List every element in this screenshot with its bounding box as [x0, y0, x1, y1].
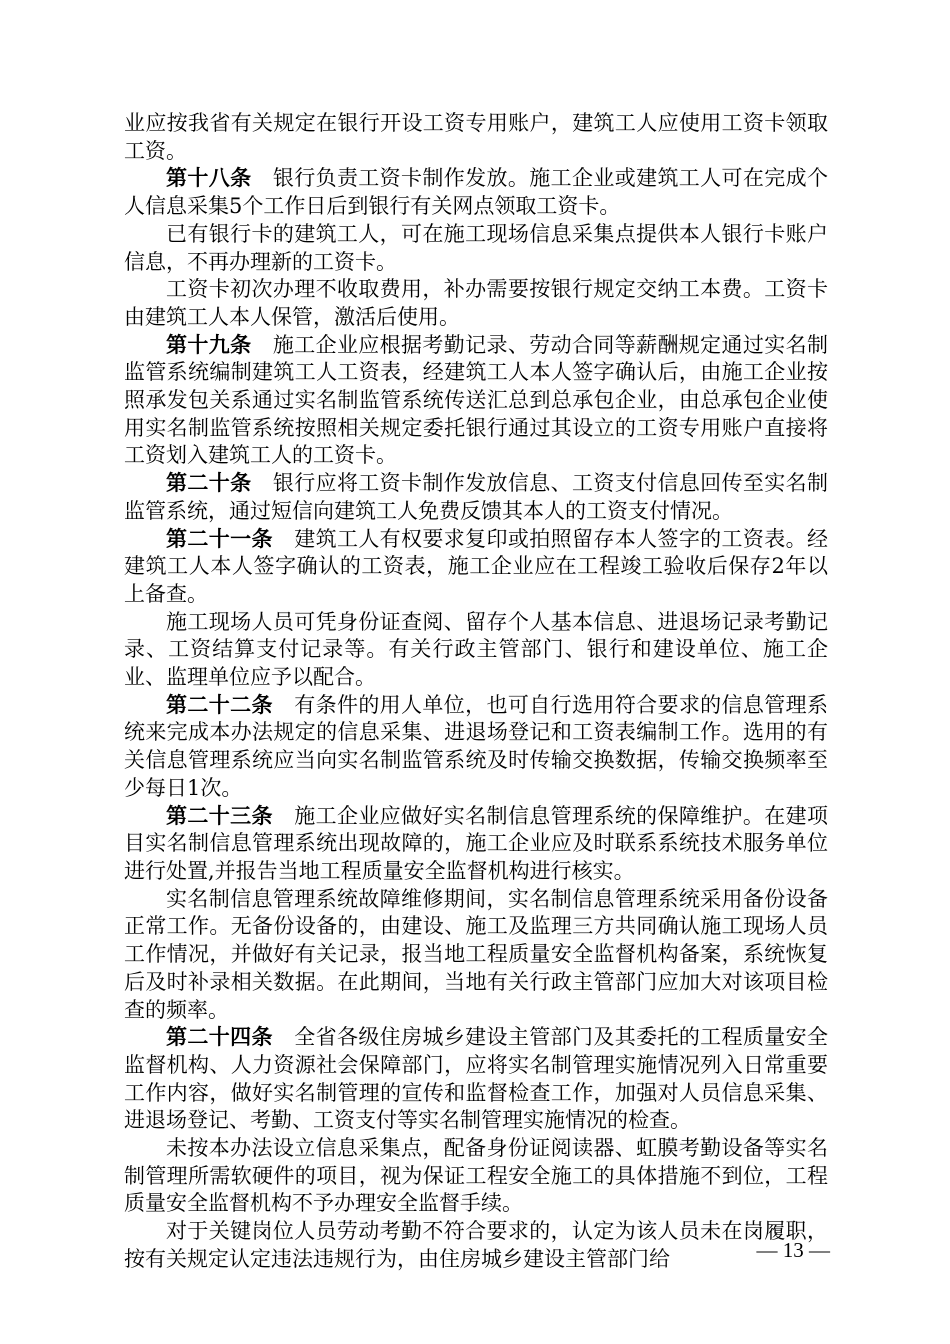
- paragraph: [124, 609, 828, 692]
- paragraph-text: 建筑工人有权要求复印或拍照留存本人签字的工资表。经建筑工人本人签字确认的工资表，施工企业应在工程竣工验收后保存2年以上备查。: [124, 526, 829, 606]
- article-paragraph: [124, 803, 828, 886]
- article-heading: 第二十四条: [166, 1025, 273, 1050]
- paragraph-text: 全省各级住房城乡建设主管部门及其委托的工程质量安全监督机构、人力资源社会保障部门，应将实名制管理实施情况列入日常重要工作内容，做好实名制管理的宣传和监督检查工作，加强对人员信息采集、进退场登记、考勤、工资支付等实名制管理实施情况的检查。: [124, 1025, 829, 1133]
- article-heading: 第二十二条: [166, 692, 273, 717]
- article-paragraph: [124, 165, 828, 220]
- paragraph-text: 工资卡初次办理不收取费用，补办需要按银行规定交纳工本费。工资卡由建筑工人本人保管，激活后使用。: [124, 277, 828, 329]
- paragraph: [124, 221, 828, 276]
- paragraph-text: 业应按我省有关规定在银行开设工资专用账户，建筑工人应使用工资卡领取工资。: [124, 111, 828, 163]
- page-number: — 13 —: [756, 1238, 830, 1262]
- paragraph-text: 银行负责工资卡制作发放。施工企业或建筑工人可在完成个人信息采集5个工作日后到银行有关网点领取工资卡。: [124, 166, 829, 219]
- paragraph-text: 有条件的用人单位，也可自行选用符合要求的信息管理系统来完成本办法规定的信息采集、进退场登记和工资表编制工作。选用的有关信息管理系统应当向实名制监管系统及时传输交换数据，传输交换频率至少每日1次。: [124, 692, 829, 800]
- article-paragraph: [124, 332, 828, 471]
- paragraph-text: 施工企业应做好实名制信息管理系统的保障维护。在建项目实名制信息管理系统出现故障的，施工企业应及时联系系统技术服务单位进行处置,并报告当地工程质量安全监督机构进行核实。: [124, 803, 829, 883]
- paragraph: [124, 886, 828, 1025]
- paragraph: [124, 276, 828, 331]
- paragraph-text: 实名制信息管理系统故障维修期间，实名制信息管理系统采用备份设备正常工作。无备份设备的，由建设、施工及监理三方共同确认施工现场人员工作情况，并做好有关记录，报当地工程质量安全监督机构备案，系统恢复后及时补录相关数据。在此期间，当地有关行政主管部门应加大对该项目检查的频率。: [124, 886, 828, 1022]
- article-heading: 第二十三条: [166, 803, 273, 828]
- article-paragraph: [124, 526, 828, 609]
- paragraph: [124, 1218, 828, 1273]
- article-paragraph: [124, 692, 828, 803]
- paragraph-text: 施工企业应根据考勤记录、劳动合同等薪酬规定通过实名制监管系统编制建筑工人工资表，经建筑工人本人签字确认后，由施工企业按照承发包关系通过实名制监管系统传送汇总到总承包企业，由总承包企业使用实名制监管系统按照相关规定委托银行通过其设立的工资专用账户直接将工资划入建筑工人的工资卡。: [124, 332, 829, 468]
- article-paragraph: [124, 470, 828, 525]
- document-body: [124, 110, 828, 1274]
- article-heading: 第十九条: [166, 332, 252, 357]
- paragraph-text: 对于关键岗位人员劳动考勤不符合要求的，认定为该人员未在岗履职，按有关规定认定违法违规行为，由住房城乡建设主管部门给: [124, 1219, 828, 1271]
- paragraph-text: 已有银行卡的建筑工人，可在施工现场信息采集点提供本人银行卡账户信息，不再办理新的工资卡。: [124, 221, 828, 274]
- paragraph: [124, 1135, 828, 1218]
- paragraph-text: 银行应将工资卡制作发放信息、工资支付信息回传至实名制监管系统，通过短信向建筑工人免费反馈其本人的工资支付情况。: [124, 471, 829, 523]
- article-paragraph: [124, 1024, 828, 1135]
- paragraph-text: 未按本办法设立信息采集点，配备身份证阅读器、虹膜考勤设备等实名制管理所需软硬件的项目，视为保证工程安全施工的具体措施不到位，工程质量安全监督机构不予办理安全监督手续。: [124, 1136, 828, 1216]
- article-heading: 第二十条: [166, 471, 252, 496]
- paragraph-text: 施工现场人员可凭身份证查阅、留存个人基本信息、进退场记录考勤记录、工资结算支付记录等。有关行政主管部门、银行和建设单位、施工企业、监理单位应予以配合。: [124, 609, 828, 690]
- article-heading: 第十八条: [166, 166, 252, 191]
- article-heading: 第二十一条: [166, 526, 273, 551]
- paragraph: [124, 110, 828, 165]
